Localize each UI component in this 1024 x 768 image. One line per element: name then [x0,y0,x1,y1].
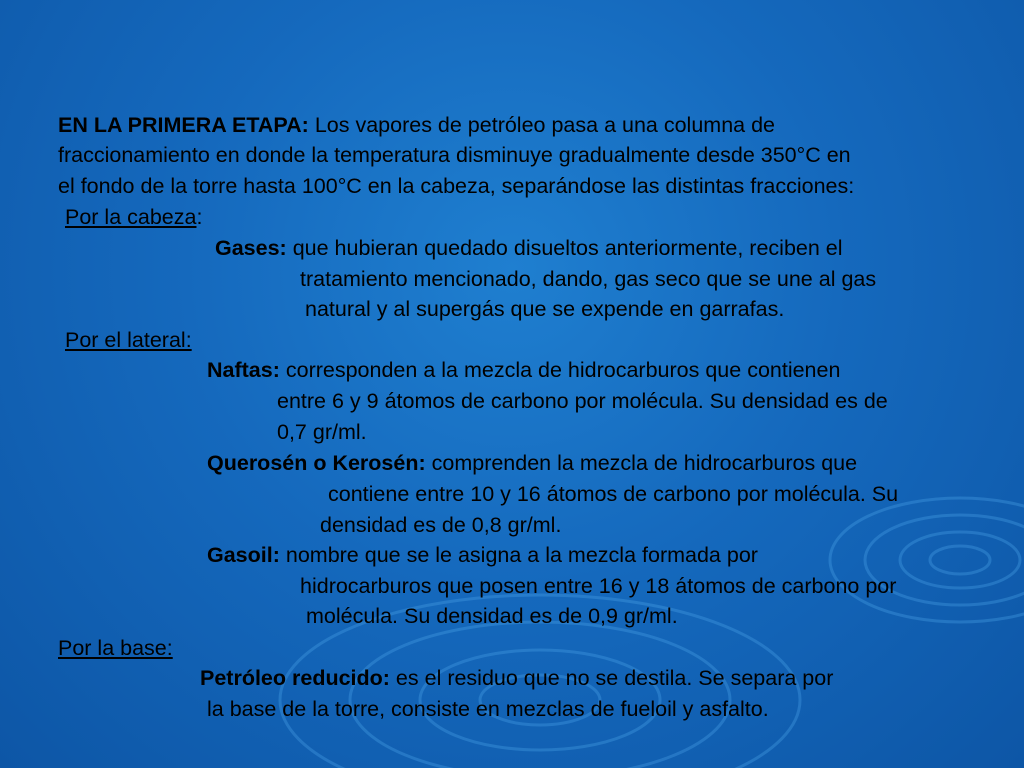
querosen-line-3: densidad es de 0,8 gr/ml. [320,513,562,537]
gasoil-text: nombre que se le asigna a la mezcla formada por [279,543,758,567]
petroleo-term: Petróleo reducido: [200,666,390,690]
naftas-line-3: 0,7 gr/ml. [277,420,367,444]
gasoil-line-3: molécula. Su densidad es de 0,9 gr/ml. [306,604,678,628]
querosen-line-1 [207,448,857,478]
naftas-term: Naftas: [207,358,280,382]
colon: : [196,205,203,229]
section-title-base [58,633,173,663]
intro-line-3: el fondo de la torre hasta 100°C en la cabeza, separándose las distintas fracciones: [58,174,855,198]
intro-heading: EN LA PRIMERA ETAPA: [58,113,309,137]
intro-text: Los vapores de petróleo pasa a una columna de [308,113,775,137]
intro-line-2: fraccionamiento en donde la temperatura disminuye gradualmente desde 350°C en [58,143,851,167]
naftas-text: corresponden a la mezcla de hidrocarburos que contienen [279,358,841,382]
gases-text: que hubieran quedado disueltos anteriormente, reciben el [286,236,843,260]
section-cabeza [65,202,202,232]
gases-line-1 [215,233,843,263]
gases-term: Gases: [215,236,287,260]
querosen-line-2: contiene entre 10 y 16 átomos de carbono por molécula. Su [328,482,899,506]
gases-line-3: natural y al supergás que se expende en garrafas. [305,297,785,321]
querosen-text: comprenden la mezcla de hidrocarburos que [425,451,858,475]
section-title-lateral [65,325,192,355]
gasoil-line-1 [207,540,758,570]
naftas-line-2: entre 6 y 9 átomos de carbono por molécula. Su densidad es de [277,389,888,413]
gasoil-line-2: hidrocarburos que posen entre 16 y 18 átomos de carbono por [300,574,897,598]
querosen-term: Querosén o Kerosén: [207,451,426,475]
naftas-line-1 [207,355,840,385]
gasoil-term: Gasoil: [207,543,280,567]
section-title-cabeza: Por la cabeza [65,205,197,229]
intro-line-1 [58,110,775,140]
petroleo-text: es el residuo que no se destila. Se separa por [389,666,834,690]
base-title-text: Por la base: [58,636,173,660]
petroleo-line-1 [200,663,833,693]
petroleo-line-2: la base de la torre, consiste en mezclas de fueloil y asfalto. [207,697,769,721]
gases-line-2: tratamiento mencionado, dando, gas seco que se une al gas [300,267,877,291]
lateral-title-text: Por el lateral: [65,328,192,352]
